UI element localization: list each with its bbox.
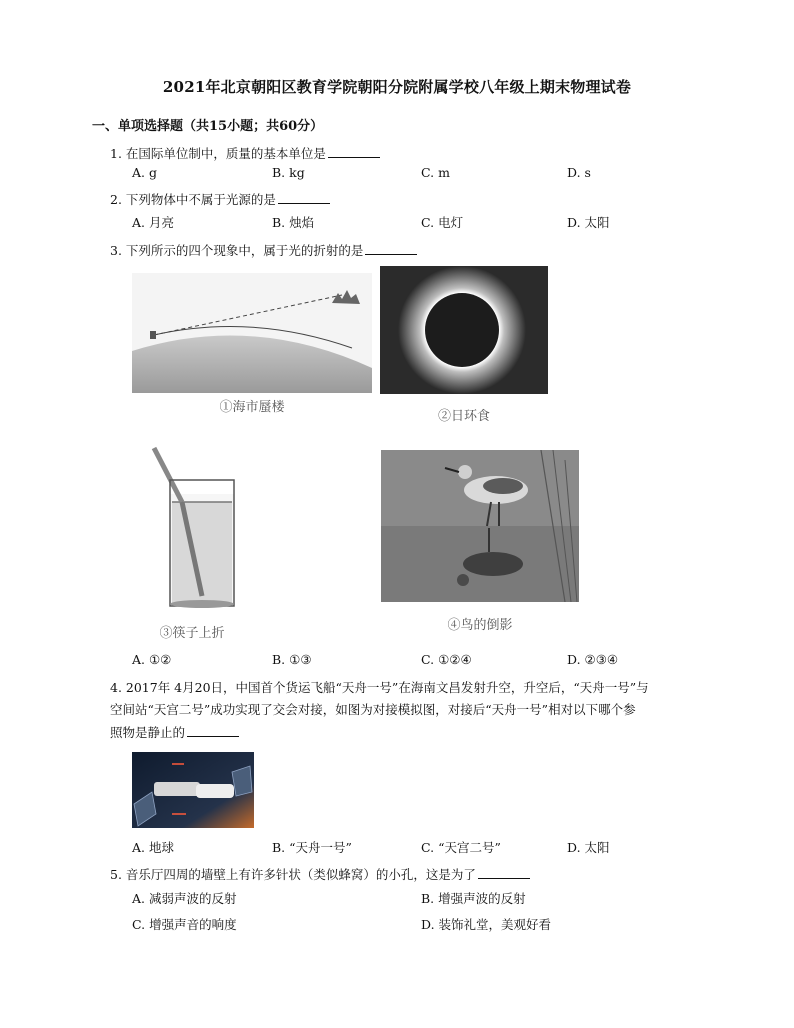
caption-bird: ④鸟的倒影	[447, 618, 513, 633]
q4-option-d: D. 太阳	[567, 840, 610, 855]
caption-eclipse: ②日环食	[437, 409, 490, 424]
q1-option-a: A. g	[132, 165, 157, 180]
q2-option-a: A. 月亮	[132, 215, 174, 230]
answer-blank	[365, 243, 417, 255]
question-2-stem: 2. 下列物体中不属于光源的是	[110, 190, 330, 208]
mirage-figure	[132, 273, 372, 393]
q3-option-c: C. ①②④	[421, 652, 472, 667]
q3-option-d: D. ②③④	[567, 652, 619, 667]
q5-option-a: A. 减弱声波的反射	[132, 891, 237, 906]
question-4-stem-line-3: 照物是静止的	[110, 723, 239, 741]
q5-option-d: D. 装饰礼堂，美观好看	[421, 917, 552, 932]
q3-option-b: B. ①③	[272, 652, 312, 667]
q1-option-c: C. m	[421, 165, 450, 180]
question-5-stem: 5. 音乐厅四周的墙壁上有许多针状（类似蜂窝）的小孔，这是为了	[110, 865, 530, 883]
q3-option-a: A. ①②	[132, 652, 172, 667]
q4-option-c: C. “天宫二号”	[421, 840, 501, 855]
q4-option-b: B. “天舟一号”	[272, 840, 352, 855]
answer-blank	[478, 867, 530, 879]
section-heading: 一、单项选择题（共15小题；共60分）	[92, 119, 324, 134]
page-title: 2021年北京朝阳区教育学院朝阳分院附属学校八年级上期末物理试卷	[162, 78, 632, 96]
answer-blank	[328, 146, 380, 158]
q1-option-d: D. s	[567, 165, 591, 180]
q2-option-b: B. 烛焰	[272, 215, 315, 230]
caption-mirage: ①海市蜃楼	[219, 400, 285, 415]
question-1-stem: 1. 在国际单位制中，质量的基本单位是	[110, 144, 380, 162]
q2-option-c: C. 电灯	[421, 215, 464, 230]
question-4-stem-line-1: 4. 2017年 4月20日，中国首个货运飞船“天舟一号”在海南文昌发射升空，升空后，“天舟一号”与	[110, 680, 649, 695]
question-4-stem-line-2: 空间站“天宫二号”成功实现了交会对接，如图为对接模拟图，对接后“天舟一号”相对以下哪个参	[110, 702, 636, 717]
eclipse-figure	[380, 266, 548, 394]
q4-option-a: A. 地球	[132, 840, 174, 855]
question-3-stem: 3. 下列所示的四个现象中，属于光的折射的是	[110, 241, 417, 259]
bird-reflection-figure	[381, 450, 579, 602]
answer-blank	[278, 192, 330, 204]
docking-figure	[132, 752, 254, 828]
caption-chopsticks: ③筷子上折	[159, 626, 225, 641]
answer-blank	[187, 725, 239, 737]
q5-option-c: C. 增强声音的响度	[132, 917, 237, 932]
glass-chopsticks-figure	[148, 444, 244, 612]
q5-option-b: B. 增强声波的反射	[421, 891, 526, 906]
q1-option-b: B. kg	[272, 165, 305, 180]
q2-option-d: D. 太阳	[567, 215, 610, 230]
